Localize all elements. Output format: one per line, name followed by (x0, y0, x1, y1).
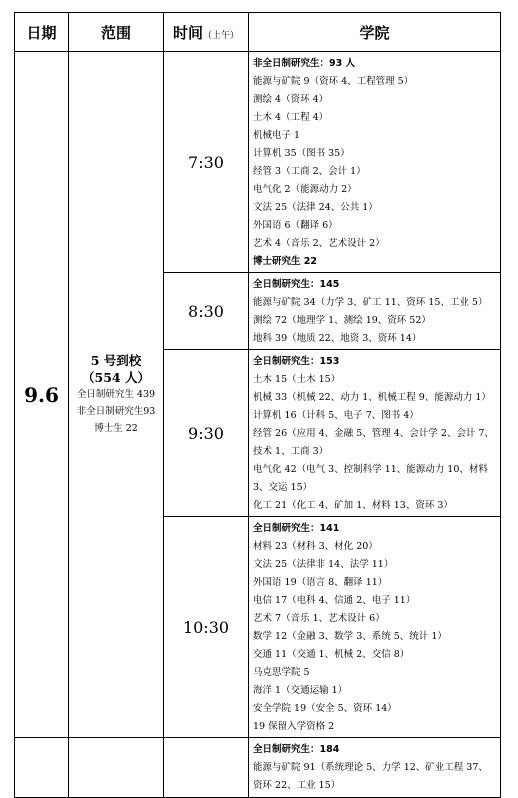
college-line: 地科 39（地质 22、地资 3、资环 14） (253, 333, 422, 344)
college-line: 电信 17（电科 4、信通 2、电子 11） (253, 595, 416, 606)
range-cell-empty (69, 738, 164, 798)
college-heading: 非全日制研究生：93 人 (253, 58, 356, 69)
range-parttime: 非全日制研究生93 (76, 406, 156, 417)
college-line: 测绘 72（地理学 1、测绘 19、资环 52） (253, 315, 431, 326)
slot-row (15, 738, 501, 798)
header-range: 范围 (69, 13, 164, 52)
college-cell (249, 517, 501, 738)
college-line: 能源与矿院 9（资环 4、工程管理 5） (253, 76, 414, 87)
college-line: 计算机 35（图书 35） (253, 148, 350, 159)
header-time-label: 时间 (172, 23, 203, 42)
college-line: 交通 11（交通 1、机械 2、交信 8） (253, 649, 410, 660)
college-cell (249, 273, 501, 350)
range-title: 5 号到校 (90, 353, 142, 368)
college-line: 材料 23（材科 3、材化 20） (253, 541, 378, 552)
slot-row (15, 52, 501, 273)
header-time (164, 13, 249, 52)
college-line: 能源与矿院 91（系统理论 5、力学 12、矿业工程 37、资环 22、工业 15） (253, 762, 488, 791)
college-line: 外国语 6（翻译 6） (253, 220, 338, 231)
college-line: 文法 25（法律非 14、法学 11） (253, 559, 394, 570)
college-line: 机械电子 1 (253, 130, 301, 141)
time-cell: 7:30 (164, 52, 249, 273)
college-line: 安全学院 19（安全 5、资环 14） (253, 703, 397, 714)
college-line: 化工 21（化工 4、矿加 1、材料 13、资环 3） (253, 500, 453, 511)
college-line: 海洋 1（交通运输 1） (253, 685, 348, 696)
college-heading: 全日制研究生：141 (253, 523, 340, 534)
time-cell: 8:30 (164, 273, 249, 350)
header-college: 学院 (249, 13, 501, 52)
time-cell: 10:30 (164, 517, 249, 738)
college-heading: 博士研究生 22 (253, 256, 318, 267)
college-line: 计算机 16（计科 5、电子 7、图书 4） (253, 410, 419, 421)
college-line: 测绘 4（资环 4） (253, 94, 329, 105)
header-row (15, 13, 501, 52)
header-date: 日期 (15, 13, 69, 52)
college-line: 经管 3（工商 2、会计 1） (253, 166, 366, 177)
college-line: 艺术 7（音乐 1、艺术设计 6） (253, 613, 385, 624)
college-heading: 全日制研究生：153 (253, 356, 340, 367)
college-line: 外国语 19（语言 8、翻译 11） (253, 577, 388, 588)
college-line: 土木 4（工程 4） (253, 112, 329, 123)
college-cell (249, 52, 501, 273)
college-line: 经管 26（应用 4、金融 5、管理 4、会计学 2、会计 7、技术 1、工商 3） (253, 428, 494, 457)
college-line: 能源与矿院 34（力学 3、矿工 11、资环 15、工业 5） (253, 297, 488, 308)
college-line: 19 保留入学资格 2 (253, 721, 335, 732)
college-line: 电气化 2（能源动力 2） (253, 184, 357, 195)
college-line: 数学 12（金融 3、数学 3、系统 5、统计 1） (253, 631, 447, 642)
college-heading: 全日制研究生：184 (253, 744, 340, 755)
college-cell (249, 738, 501, 798)
schedule-table (14, 12, 501, 798)
college-cell (249, 350, 501, 517)
college-line: 机械 33（机械 22、动力 1、机械工程 9、能源动力 1） (253, 392, 491, 403)
range-count: （554 人） (82, 370, 150, 385)
header-time-note: （上午） (203, 30, 240, 41)
college-line: 土木 15（土木 15） (253, 374, 341, 385)
date-cell-empty (15, 738, 69, 798)
range-doctoral: 博士生 22 (94, 423, 138, 434)
college-line: 文法 25（法律 24、公共 1） (253, 202, 378, 213)
time-cell (164, 738, 249, 798)
college-line: 马克思学院 5 (253, 667, 310, 678)
schedule-sheet (14, 12, 501, 798)
college-line: 电气化 42（电气 3、控制科学 11、能源动力 10、材料 3、交运 15） (253, 464, 488, 493)
time-cell: 9:30 (164, 350, 249, 517)
college-line: 艺术 4（音乐 2、艺术设计 2） (253, 238, 385, 249)
date-cell: 9.6 (15, 52, 69, 738)
range-fulltime: 全日制研究生 439 (76, 389, 156, 400)
college-heading: 全日制研究生：145 (253, 279, 340, 290)
range-cell (69, 52, 164, 738)
